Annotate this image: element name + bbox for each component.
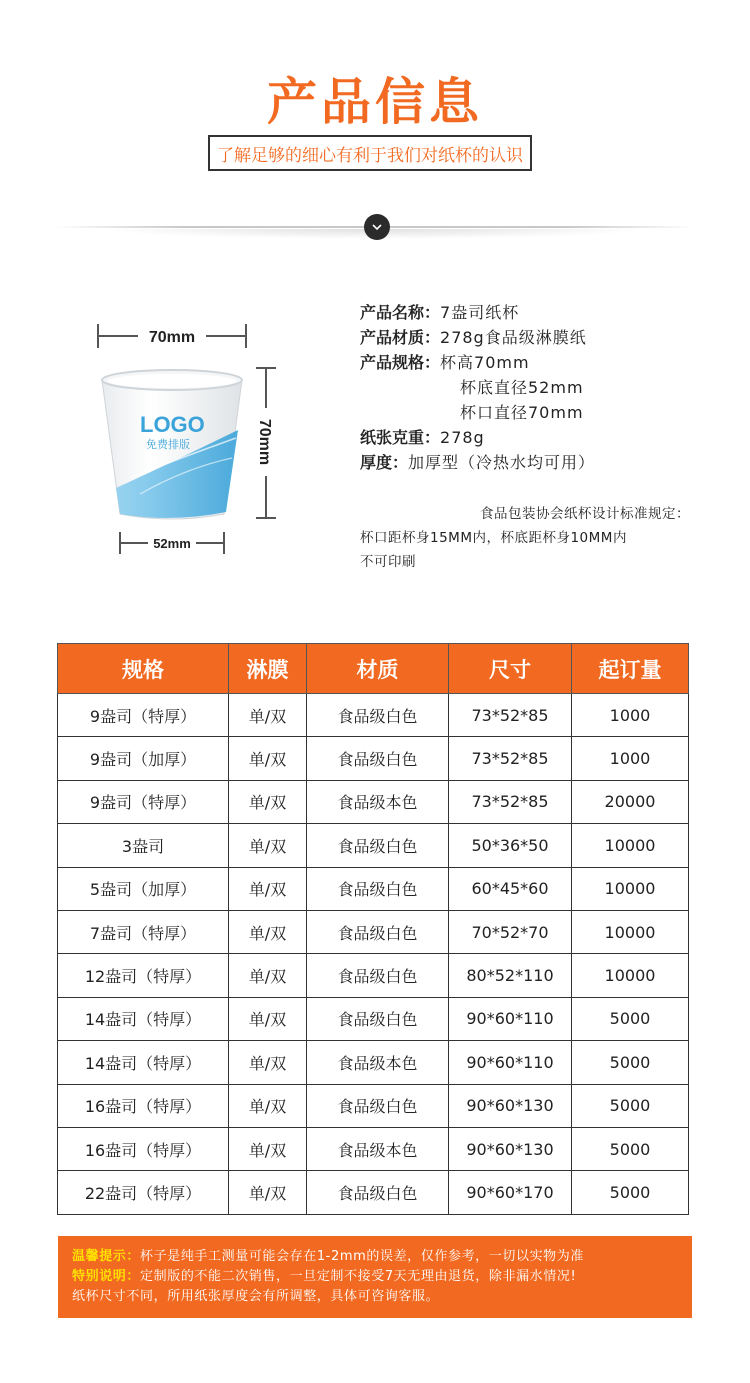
header-size: 尺寸	[449, 644, 572, 694]
top-dimension-label: 70mm	[148, 329, 196, 346]
cell-min-order: 10000	[572, 910, 689, 953]
cell-spec: 5盎司（加厚）	[58, 867, 229, 910]
cell-material: 食品级白色	[307, 824, 449, 867]
cell-spec: 9盎司（特厚）	[58, 780, 229, 823]
table-row	[58, 780, 689, 823]
table-row	[58, 694, 689, 737]
note-line-1: 食品包装协会纸杯设计标准规定：	[480, 506, 690, 522]
info-row-spec: 产品规格： 杯高70mm	[360, 353, 530, 372]
info-row-thickness: 厚度： 加厚型（冷热水均可用）	[360, 453, 596, 472]
cell-size: 90*60*130	[449, 1084, 572, 1127]
special-label: 特别说明：	[72, 1269, 141, 1284]
cell-spec: 14盎司（特厚）	[58, 997, 229, 1040]
product-info	[360, 300, 720, 475]
info-row-spec-3: 杯口直径70mm	[460, 403, 584, 422]
table-row	[58, 1127, 689, 1170]
header-spec: 规格	[58, 644, 229, 694]
cell-min-order: 5000	[572, 1041, 689, 1084]
cell-size: 50*36*50	[449, 824, 572, 867]
table-row	[58, 1171, 689, 1214]
paper-cup-image	[90, 318, 290, 563]
info-row-spec-2: 杯底直径52mm	[460, 378, 584, 397]
table-row	[58, 867, 689, 910]
cell-size: 73*52*85	[449, 780, 572, 823]
cell-spec: 16盎司（特厚）	[58, 1084, 229, 1127]
cup-logo-subtext: 免费排版	[146, 438, 190, 451]
warm-tip-label: 温馨提示：	[72, 1249, 141, 1264]
cell-coating: 单/双	[229, 694, 307, 737]
cell-coating: 单/双	[229, 1041, 307, 1084]
cell-material: 食品级本色	[307, 1041, 449, 1084]
spec-table	[57, 643, 689, 1215]
cell-min-order: 10000	[572, 954, 689, 997]
cell-material: 食品级白色	[307, 1171, 449, 1214]
cell-spec: 7盎司（特厚）	[58, 910, 229, 953]
table-header-row	[58, 644, 689, 694]
header-min-order: 起订量	[572, 644, 689, 694]
note-line-2: 杯口距杯身15MM内，杯底距杯身10MM内	[360, 530, 627, 546]
cell-spec: 3盎司	[58, 824, 229, 867]
cell-coating: 单/双	[229, 780, 307, 823]
notice-special	[72, 1267, 692, 1287]
table-row	[58, 1084, 689, 1127]
cell-material: 食品级白色	[307, 1084, 449, 1127]
cell-material: 食品级白色	[307, 694, 449, 737]
cell-material: 食品级本色	[307, 1127, 449, 1170]
table-row	[58, 954, 689, 997]
notice-line-3: 纸杯尺寸不同，所用纸张厚度会有所调整，具体可咨询客服。	[72, 1289, 440, 1304]
cell-min-order: 5000	[572, 1127, 689, 1170]
cell-min-order: 10000	[572, 824, 689, 867]
info-row-weight: 纸张克重： 278g	[360, 428, 485, 447]
info-row-material: 产品材质： 278g食品级淋膜纸	[360, 328, 587, 347]
cell-coating: 单/双	[229, 1171, 307, 1214]
subtitle-text: 了解足够的细心有利于我们对纸杯的认识	[217, 145, 523, 166]
header-coating: 淋膜	[229, 644, 307, 694]
cell-coating: 单/双	[229, 1127, 307, 1170]
cell-material: 食品级白色	[307, 954, 449, 997]
table-row	[58, 997, 689, 1040]
cell-coating: 单/双	[229, 867, 307, 910]
cell-size: 90*60*110	[449, 997, 572, 1040]
table-row	[58, 1041, 689, 1084]
cell-coating: 单/双	[229, 997, 307, 1040]
table-row	[58, 824, 689, 867]
cup-logo-text: LOGO	[140, 412, 205, 437]
cell-spec: 12盎司（特厚）	[58, 954, 229, 997]
cell-min-order: 1000	[572, 694, 689, 737]
cell-coating: 单/双	[229, 954, 307, 997]
scroll-down-button[interactable]	[364, 214, 390, 240]
cell-size: 73*52*85	[449, 694, 572, 737]
notice-box	[58, 1236, 692, 1318]
cell-spec: 9盎司（加厚）	[58, 737, 229, 780]
cell-size: 80*52*110	[449, 954, 572, 997]
notice-warm-tip	[72, 1247, 692, 1267]
cell-min-order: 5000	[572, 1171, 689, 1214]
cell-material: 食品级白色	[307, 867, 449, 910]
warm-tip-text: 杯子是纯手工测量可能会存在1-2mm的误差，仅作参考，一切以实物为准	[140, 1249, 584, 1264]
page-title: 产品信息	[267, 73, 483, 131]
cell-coating: 单/双	[229, 737, 307, 780]
cell-spec: 9盎司（特厚）	[58, 694, 229, 737]
cell-coating: 单/双	[229, 824, 307, 867]
cell-material: 食品级白色	[307, 910, 449, 953]
special-text: 定制版的不能二次销售，一旦定制不接受7天无理由退货，除非漏水情况!	[140, 1269, 577, 1284]
cell-material: 食品级白色	[307, 997, 449, 1040]
cell-spec: 22盎司（特厚）	[58, 1171, 229, 1214]
cell-min-order: 1000	[572, 737, 689, 780]
header-material: 材质	[307, 644, 449, 694]
cell-min-order: 10000	[572, 867, 689, 910]
side-dimension-label: 70mm	[256, 418, 273, 466]
cell-spec: 16盎司（特厚）	[58, 1127, 229, 1170]
cell-spec: 14盎司（特厚）	[58, 1041, 229, 1084]
cell-min-order: 5000	[572, 1084, 689, 1127]
table-row	[58, 910, 689, 953]
cell-size: 90*60*170	[449, 1171, 572, 1214]
cell-size: 60*45*60	[449, 867, 572, 910]
cell-size: 90*60*130	[449, 1127, 572, 1170]
subtitle-box	[208, 135, 532, 171]
cell-min-order: 5000	[572, 997, 689, 1040]
cell-material: 食品级白色	[307, 737, 449, 780]
cell-material: 食品级本色	[307, 780, 449, 823]
chevron-down-icon	[371, 221, 383, 233]
cup-illustration	[90, 318, 290, 563]
table-row	[58, 737, 689, 780]
cell-coating: 单/双	[229, 1084, 307, 1127]
cell-size: 70*52*70	[449, 910, 572, 953]
info-row-name: 产品名称： 7盎司纸杯	[360, 303, 520, 322]
cell-size: 90*60*110	[449, 1041, 572, 1084]
design-standard-note	[360, 502, 695, 574]
cell-min-order: 20000	[572, 780, 689, 823]
cell-coating: 单/双	[229, 910, 307, 953]
cell-size: 73*52*85	[449, 737, 572, 780]
bottom-dimension-label: 52mm	[153, 536, 191, 551]
note-line-3: 不可印刷	[360, 554, 416, 570]
